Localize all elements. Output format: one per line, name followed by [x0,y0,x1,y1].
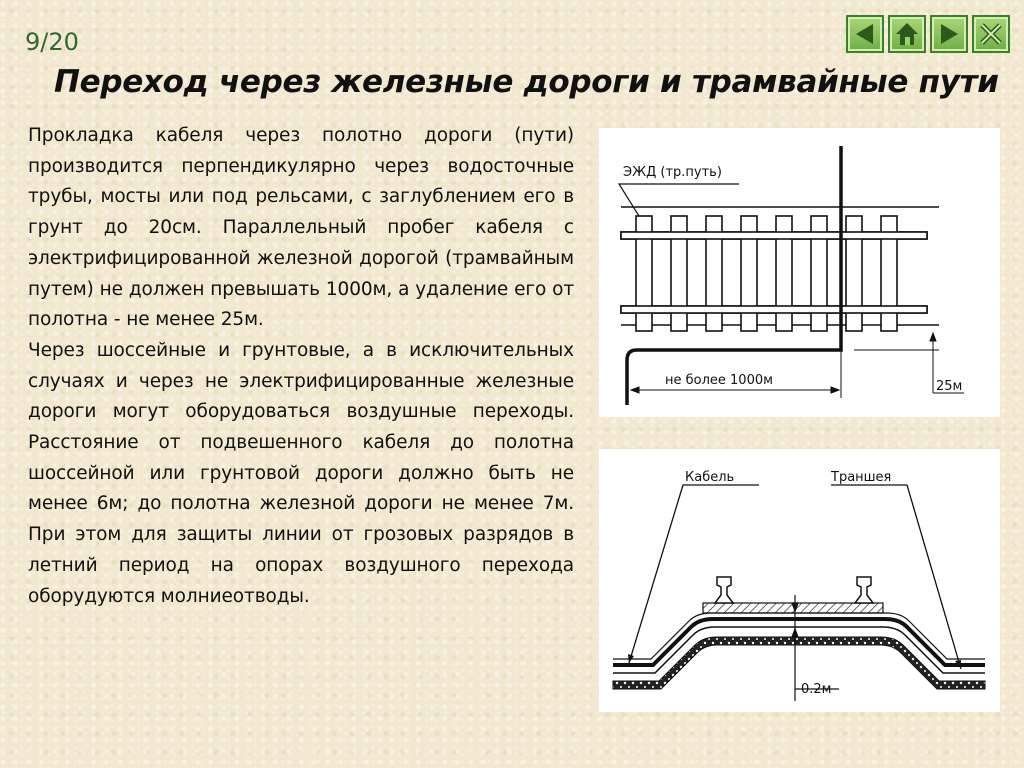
next-button[interactable] [930,15,968,53]
label-depth: 0.2м [801,682,832,697]
body-text [28,121,574,612]
label-distance: не более 1000м [665,373,773,388]
close-button[interactable] [972,15,1010,53]
label-cable: Кабель [685,470,735,485]
label-offset: 25м [936,379,963,394]
prev-button[interactable] [846,15,884,53]
home-button[interactable] [888,15,926,53]
arrow-left-icon [851,20,879,48]
label-trench: Траншея [831,470,892,485]
paragraph-aerial: Через шоссейные и грунтовые, а в исключительных случаях и через не электрифицированные железные дороги могут оборудоваться воздушные переходы. Расстояние от подвешенного кабеля до полотна шоссейной или грунтовой дороги должно быть не менее 6м; до полотна железной дороги не менее 7м. При этом для защиты линии от грозовых разрядов в летний период на опорах воздушного перехода оборудуются молниеотводы. [28,339,574,607]
railway-crossing-plan-figure [599,128,1000,417]
paragraph-underground: Прокладка кабеля через полотно дороги (пути) производится перпендикулярно через водосточные трубы, мосты или под рельсами, с заглублением его в грунт до 20см. Параллельный пробег кабеля с электрифицированной железной дорогой (трамвайным путем) не должен превышать 1000м, а удаление его от полотна - не менее 25м. [28,125,574,331]
navigation-bar [846,15,1010,53]
cable-cross-section-figure [599,449,1000,712]
slide-counter: 9/20 [25,28,79,56]
page-title: Переход через железные дороги и трамвайные пути [54,64,999,100]
home-icon [893,20,921,48]
railway-crossing-plan-diagram [599,128,1000,417]
close-icon [977,20,1005,48]
cable-cross-section-diagram [599,449,1000,712]
arrow-right-icon [935,20,963,48]
label-railway: ЭЖД (тр.путь) [623,165,722,180]
